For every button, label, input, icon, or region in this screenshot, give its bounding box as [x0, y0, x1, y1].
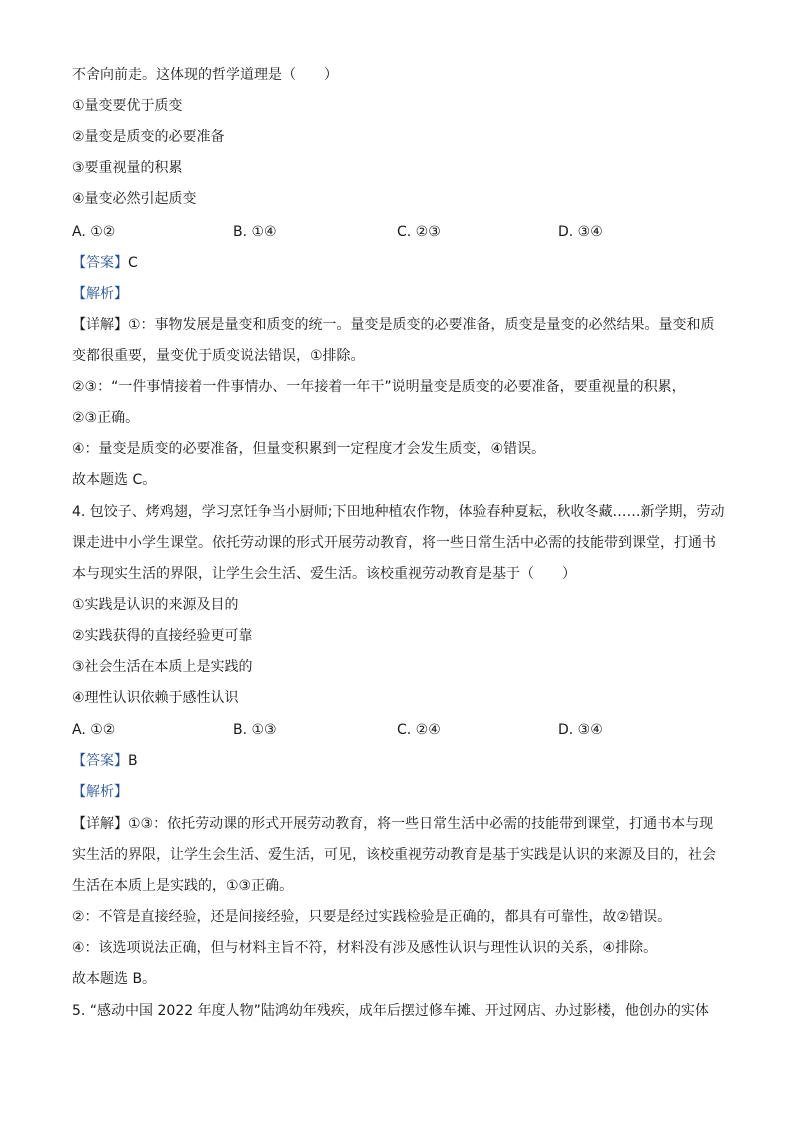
- q3-detail-line-2: 变都很重要，量变优于质变说法错误，①排除。: [72, 348, 365, 364]
- q4-detail-line-5: ④：该选项说法正确，但与材料主旨不符，材料没有涉及感性认识与理性认识的关系，④排除。: [72, 940, 658, 956]
- q4-stem-line-2: 课走进中小学生课堂。依托劳动课的形式开展劳动教育，将一些日常生活中必需的技能带到课堂，打通书: [72, 535, 716, 551]
- q4-option-a: A. ①②: [72, 722, 116, 738]
- q4-answer: 【答案】B: [72, 753, 138, 769]
- q4-option-d: D. ③④: [558, 722, 603, 738]
- q3-option-c: C. ②③: [397, 224, 441, 240]
- q4-item-1: ①实践是认识的来源及目的: [72, 597, 239, 613]
- q4-detail-line-2: 实生活的界限，让学生会生活、爱生活，可见，该校重视劳动教育是基于实践是认识的来源及目的，社会: [72, 847, 716, 863]
- q3-answer: 【答案】C: [72, 255, 138, 271]
- q4-stem-line-3: 本与现实生活的界限，让学生会生活、爱生活。该校重视劳动教育是基于（ ）: [72, 566, 576, 582]
- q3-stem-end: 不舍向前走。这体现的哲学道理是（ ）: [72, 67, 338, 83]
- q4-detail-line-1: 【详解】①③：依托劳动课的形式开展劳动教育，将一些日常生活中必需的技能带到课堂，打通书本与现: [72, 816, 714, 832]
- q3-option-d: D. ③④: [558, 224, 603, 240]
- q4-detail-line-3: 生活在本质上是实践的，①③正确。: [72, 878, 294, 894]
- q5-stem-line-1: 5. “感动中国 2022 年度人物”陆鸿幼年残疾，成年后摆过修车摊、开过网店、办过影楼，他创办的实体: [72, 1003, 709, 1019]
- q4-detail-line-4: ②：不管是直接经验，还是间接经验，只要是经过实践检验是正确的，都具有可靠性，故②错误。: [72, 909, 672, 925]
- q3-detail-line-5: ④：量变是质变的必要准备，但量变积累到一定程度才会发生质变，④错误。: [72, 441, 546, 457]
- q4-stem-line-1: 4. 包饺子、烤鸡翅，学习烹饪争当小厨师;下田地种植农作物，体验春种夏耘，秋收冬藏……新学期，劳动: [72, 504, 725, 520]
- q3-option-a: A. ①②: [72, 224, 116, 240]
- q3-detail-line-4: ②③正确。: [72, 410, 140, 426]
- q3-conclusion: 故本题选 C。: [72, 472, 157, 488]
- q4-analysis-heading: 【解析】: [72, 784, 128, 800]
- q4-option-c: C. ②④: [397, 722, 441, 738]
- q4-option-b: B. ①③: [233, 722, 277, 738]
- q3-detail-line-1: 【详解】①：事物发展是量变和质变的统一。量变是质变的必要准备，质变是量变的必然结果。量变和质: [72, 317, 715, 333]
- q4-conclusion: 故本题选 B。: [72, 971, 157, 987]
- q3-option-b: B. ①④: [233, 224, 277, 240]
- q3-item-1: ①量变要优于质变: [72, 98, 183, 114]
- q3-item-3: ③要重视量的积累: [72, 160, 183, 176]
- q3-item-4: ④量变必然引起质变: [72, 191, 197, 207]
- q4-item-2: ②实践获得的直接经验更可靠: [72, 628, 253, 644]
- q4-item-3: ③社会生活在本质上是实践的: [72, 659, 253, 675]
- q4-item-4: ④理性认识依赖于感性认识: [72, 690, 239, 706]
- q3-analysis-heading: 【解析】: [72, 286, 128, 302]
- q3-item-2: ②量变是质变的必要准备: [72, 129, 225, 145]
- q3-detail-line-3: ②③：“一件事情接着一件事情办、一年接着一年干”说明量变是质变的必要准备，要重视量的积累，: [72, 379, 686, 395]
